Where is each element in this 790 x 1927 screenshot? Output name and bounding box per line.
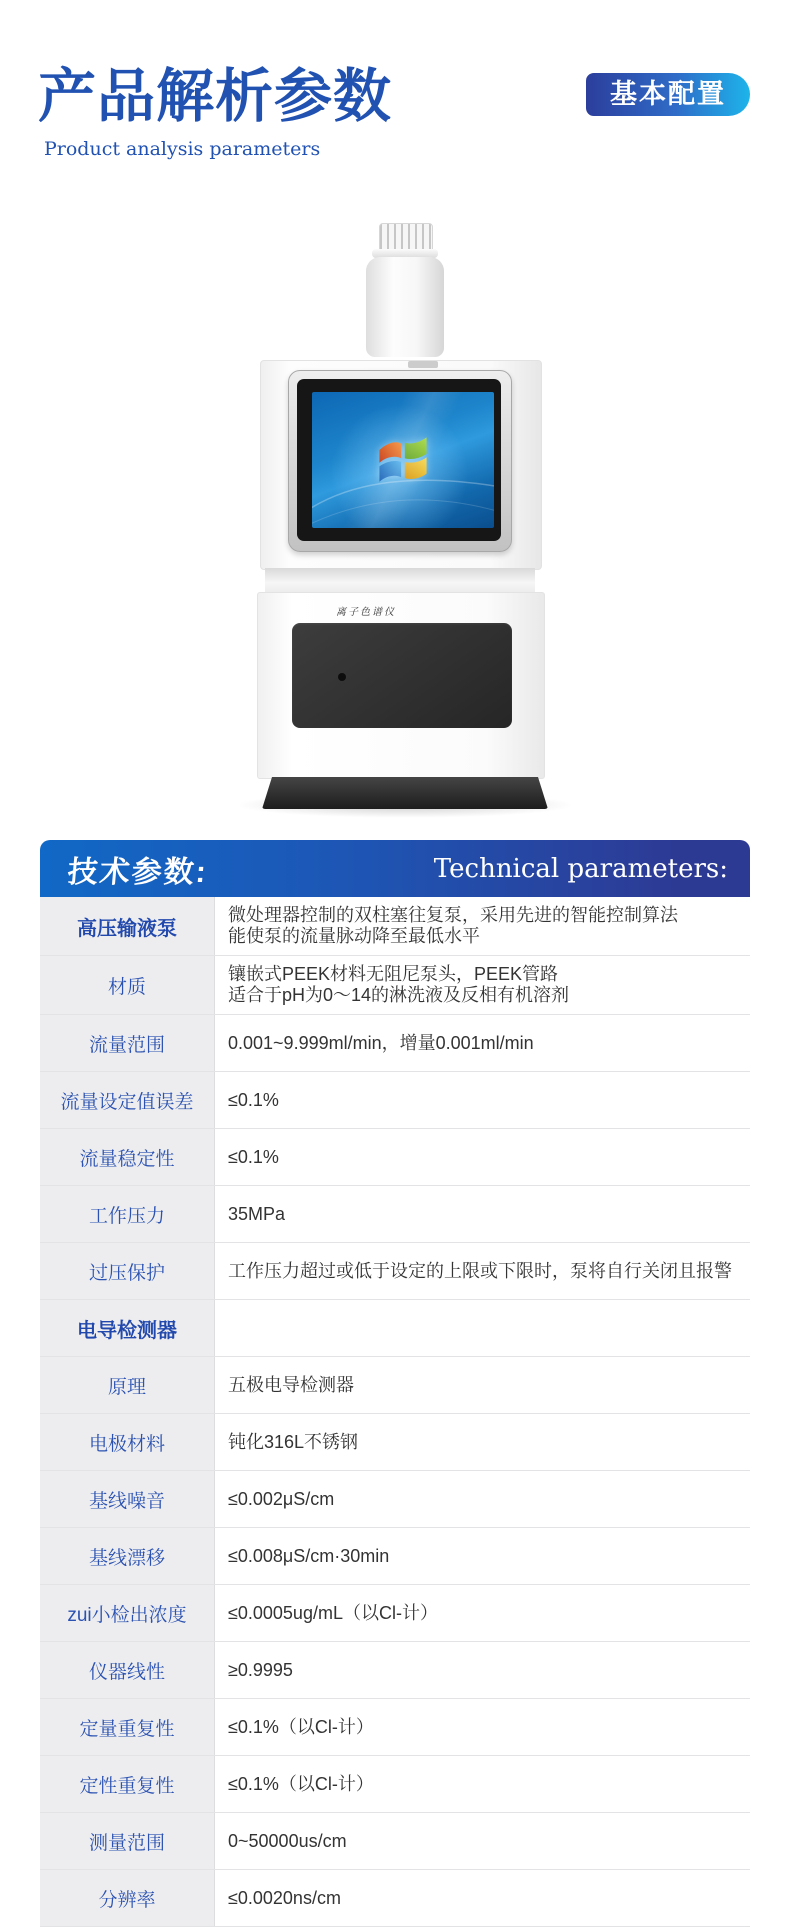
- cabinet-joint-band: [265, 568, 535, 592]
- spec-label: 电极材料: [40, 1414, 215, 1470]
- table-title-zh: 技术参数:: [66, 855, 210, 889]
- spec-label: 定量重复性: [40, 1699, 215, 1755]
- table-row: [40, 1585, 750, 1642]
- table-row: [40, 1813, 750, 1870]
- spec-label: 过压保护: [40, 1243, 215, 1299]
- spec-value: [215, 1186, 750, 1242]
- instrument-base: [262, 777, 548, 809]
- spec-label: 仪器线性: [40, 1642, 215, 1698]
- spec-label: 材质: [40, 956, 215, 1014]
- spec-label: 流量范围: [40, 1015, 215, 1071]
- spec-value-line: 镶嵌式PEEK材料无阻尼泵头，PEEK管路: [228, 964, 559, 984]
- table-row: [40, 1186, 750, 1243]
- spec-value-line: 35MPa: [228, 1203, 286, 1224]
- monitor-screen: [312, 392, 494, 528]
- table-row: [40, 1414, 750, 1471]
- spec-value-line: ≤0.1%: [228, 1146, 279, 1167]
- eluent-bottle: [366, 257, 444, 357]
- spec-value-line: ≤0.0020ns/cm: [228, 1887, 341, 1908]
- spec-value-line: ≤0.1%（以Cl-计）: [228, 1773, 374, 1794]
- table-row: [40, 1870, 750, 1927]
- table-row: [40, 1015, 750, 1072]
- table-row: [40, 1471, 750, 1528]
- spec-value-line: ≥0.9995: [228, 1659, 293, 1680]
- spec-label: 测量范围: [40, 1813, 215, 1869]
- spec-label: 原理: [40, 1357, 215, 1413]
- spec-value: [215, 1699, 750, 1755]
- table-row: [40, 897, 750, 956]
- spec-label: zui小检出浓度: [40, 1585, 215, 1641]
- spec-label: 电导检测器: [40, 1300, 215, 1356]
- spec-value: [215, 1528, 750, 1584]
- windows-logo-icon: [372, 431, 434, 489]
- table-row: [40, 1699, 750, 1756]
- instrument-illustration: [0, 180, 790, 840]
- spec-value-line: ≤0.0005ug/mL（以Cl-计）: [228, 1602, 438, 1623]
- spec-value-line: 五极电导检测器: [228, 1374, 354, 1395]
- panel-dot: [338, 673, 346, 681]
- spec-value: [215, 1471, 750, 1527]
- spec-value: [215, 1357, 750, 1413]
- spec-label: 高压输液泵: [40, 897, 215, 955]
- spec-value: [215, 956, 750, 1014]
- spec-value: [215, 1129, 750, 1185]
- spec-value-line: 微处理器控制的双柱塞往复泵，采用先进的智能控制算法: [228, 905, 678, 925]
- table-row: [40, 1300, 750, 1357]
- spec-label: 基线噪音: [40, 1471, 215, 1527]
- eluent-bottle-cap: [379, 223, 433, 252]
- table-row: [40, 1129, 750, 1186]
- config-badge: 基本配置: [586, 73, 750, 116]
- spec-value-line: 工作压力超过或低于设定的上限或下限时，泵将自行关闭且报警: [228, 1260, 732, 1281]
- spec-value: [215, 1813, 750, 1869]
- spec-value: [215, 1585, 750, 1641]
- spec-label: 基线漂移: [40, 1528, 215, 1584]
- screen-light-streaks: [312, 392, 494, 528]
- table-row: [40, 1357, 750, 1414]
- page-title: 产品解析参数: [38, 62, 393, 130]
- spec-value-line: 0~50000us/cm: [228, 1830, 347, 1851]
- spec-value: [215, 897, 750, 955]
- table-row: [40, 956, 750, 1015]
- spec-value: [215, 1072, 750, 1128]
- spec-value-line: 适合于pH为0～14的淋洗液及反相有机溶剂: [228, 985, 570, 1005]
- spec-label: 流量设定值误差: [40, 1072, 215, 1128]
- spec-value: [215, 1243, 750, 1299]
- table-row: [40, 1756, 750, 1813]
- instrument-label: 离子色谱仪: [336, 607, 396, 618]
- spec-label: 分辨率: [40, 1870, 215, 1926]
- spec-label: 工作压力: [40, 1186, 215, 1242]
- page-subtitle: Product analysis parameters: [44, 138, 321, 160]
- spec-value: [215, 1642, 750, 1698]
- table-row: [40, 1528, 750, 1585]
- table-row: [40, 1243, 750, 1300]
- table-row: [40, 1072, 750, 1129]
- spec-value-line: ≤0.008μS/cm·30min: [228, 1545, 390, 1566]
- table-title-en: Technical parameters:: [433, 853, 728, 884]
- spec-table-body: [40, 897, 750, 1927]
- table-header: [40, 840, 750, 897]
- spec-value: [215, 1870, 750, 1926]
- spec-value-line: ≤0.1%: [228, 1089, 279, 1110]
- spec-value: [215, 1414, 750, 1470]
- spec-value-line: ≤0.1%（以Cl-计）: [228, 1716, 374, 1737]
- table-row: [40, 1642, 750, 1699]
- front-panel-door: [292, 623, 512, 728]
- spec-value-line: 0.001~9.999ml/min，增量0.001ml/min: [228, 1032, 534, 1053]
- spec-value-line: 能使泵的流量脉动降至最低水平: [228, 926, 480, 946]
- spec-value-line: 钝化316L不锈钢: [228, 1431, 359, 1452]
- spec-value: [215, 1756, 750, 1812]
- cabinet-notch: [408, 361, 438, 368]
- spec-table: [40, 840, 750, 1927]
- spec-value: [215, 1300, 750, 1356]
- spec-label: 流量稳定性: [40, 1129, 215, 1185]
- spec-value-line: ≤0.002μS/cm: [228, 1488, 335, 1509]
- spec-label: 定性重复性: [40, 1756, 215, 1812]
- spec-value: [215, 1015, 750, 1071]
